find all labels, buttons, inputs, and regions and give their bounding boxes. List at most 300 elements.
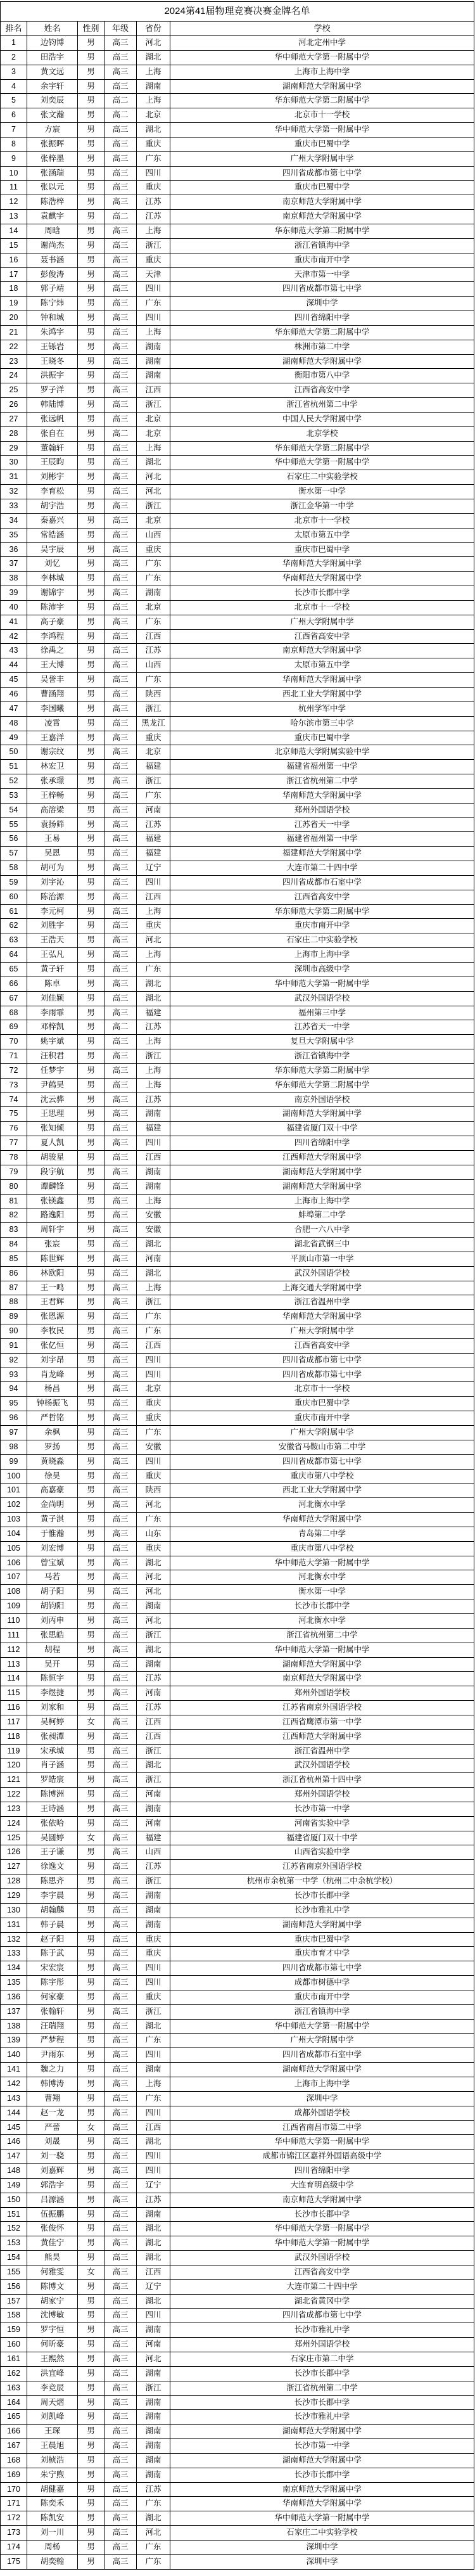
table-row (1, 630, 474, 644)
table-row (1, 586, 474, 601)
cell-school: 华东师范大学第二附属中学 (170, 94, 474, 108)
cell-gender: 男 (78, 658, 104, 673)
cell-province: 重庆 (137, 1542, 170, 1556)
cell-school: 北京市十一学校 (170, 514, 474, 529)
cell-name: 邓梓凯 (27, 1020, 78, 1035)
cell-rank: 146 (1, 2135, 27, 2150)
cell-name: 边钧博 (27, 36, 78, 51)
cell-grade: 高二 (104, 1020, 137, 1035)
table-row (1, 195, 474, 210)
cell-gender: 男 (78, 1745, 104, 1759)
cell-grade: 高三 (104, 2425, 137, 2439)
cell-school: 华南师范大学附属中学 (170, 1513, 474, 1527)
cell-school: 湖北省黄冈中学 (170, 2295, 474, 2309)
cell-gender: 男 (78, 1904, 104, 1918)
cell-gender: 男 (78, 1238, 104, 1252)
cell-province: 江苏 (137, 1701, 170, 1715)
cell-grade: 高三 (104, 2338, 137, 2352)
header-school: 学校 (170, 22, 474, 36)
cell-grade: 高二 (104, 210, 137, 224)
cell-rank: 147 (1, 2150, 27, 2164)
cell-gender: 男 (78, 108, 104, 123)
cell-province: 上海 (137, 1064, 170, 1079)
cell-name: 吴宇辰 (27, 543, 78, 558)
cell-gender: 男 (78, 2034, 104, 2048)
cell-rank: 49 (1, 731, 27, 746)
cell-rank: 156 (1, 2280, 27, 2295)
cell-name: 吴誉丰 (27, 673, 78, 688)
cell-school: 重庆市巴蜀中学 (170, 731, 474, 746)
cell-rank: 1 (1, 36, 27, 51)
cell-gender: 男 (78, 2135, 104, 2150)
cell-gender: 男 (78, 529, 104, 543)
cell-gender: 男 (78, 1136, 104, 1151)
cell-name: 王熙然 (27, 2352, 78, 2367)
cell-name: 王弘凡 (27, 948, 78, 963)
cell-name: 张宸 (27, 1238, 78, 1252)
cell-school: 长沙市长郡中学 (170, 2208, 474, 2222)
cell-rank: 122 (1, 1788, 27, 1802)
table-row (1, 2121, 474, 2136)
cell-province: 四川 (137, 2309, 170, 2323)
cell-school: 浙江省镇海中学 (170, 239, 474, 253)
table-row (1, 948, 474, 963)
cell-school: 长沙市雅礼中学 (170, 2410, 474, 2425)
cell-gender: 男 (78, 1542, 104, 1556)
cell-school: 华中师范大学第一附属中学 (170, 2222, 474, 2236)
cell-grade: 高三 (104, 1310, 137, 1324)
cell-province: 江西 (137, 2265, 170, 2280)
cell-rank: 128 (1, 1874, 27, 1889)
cell-name: 胡骏星 (27, 1151, 78, 1165)
cell-rank: 71 (1, 1049, 27, 1064)
cell-name: 胡宇浩 (27, 499, 78, 514)
cell-school: 河北衡水中学 (170, 1570, 474, 1585)
cell-school: 湖南师范大学附属中学 (170, 2425, 474, 2439)
cell-gender: 男 (78, 933, 104, 948)
table-row (1, 804, 474, 818)
cell-gender: 男 (78, 499, 104, 514)
cell-grade: 高三 (104, 702, 137, 717)
cell-province: 福建 (137, 847, 170, 861)
table-row (1, 890, 474, 905)
cell-name: 汪瑞翔 (27, 2020, 78, 2034)
cell-school: 华中师范大学第一附属中学 (170, 977, 474, 992)
cell-grade: 高三 (104, 601, 137, 615)
cell-gender: 男 (78, 2468, 104, 2483)
cell-rank: 175 (1, 2555, 27, 2570)
cell-name: 何昕豪 (27, 2338, 78, 2352)
cell-province: 福建 (137, 1831, 170, 1846)
cell-province: 广东 (137, 789, 170, 804)
cell-name: 金尚明 (27, 1498, 78, 1513)
cell-gender: 男 (78, 2439, 104, 2454)
cell-gender: 男 (78, 1570, 104, 1585)
cell-grade: 高三 (104, 529, 137, 543)
cell-school: 武汉外国语学校 (170, 2251, 474, 2265)
cell-gender: 男 (78, 1976, 104, 1990)
cell-rank: 160 (1, 2338, 27, 2352)
cell-school: 浙江省温州中学 (170, 1295, 474, 1310)
cell-province: 四川 (137, 876, 170, 890)
cell-province: 湖南 (137, 355, 170, 369)
table-row (1, 1745, 474, 1759)
cell-grade: 高三 (104, 1368, 137, 1383)
cell-school: 北京市十一学校 (170, 1382, 474, 1397)
cell-rank: 172 (1, 2511, 27, 2526)
cell-name: 王铄岩 (27, 340, 78, 355)
cell-gender: 男 (78, 1730, 104, 1745)
cell-province: 湖南 (137, 340, 170, 355)
cell-gender: 男 (78, 1845, 104, 1860)
cell-gender: 男 (78, 2410, 104, 2425)
cell-province: 湖北 (137, 1238, 170, 1252)
table-row (1, 1223, 474, 1238)
cell-rank: 96 (1, 1411, 27, 1426)
cell-school: 四川省成都市石室中学 (170, 2048, 474, 2063)
cell-rank: 166 (1, 2425, 27, 2439)
table-row (1, 36, 474, 51)
cell-gender: 男 (78, 1599, 104, 1614)
cell-rank: 13 (1, 210, 27, 224)
cell-name: 李育松 (27, 485, 78, 499)
table-row (1, 861, 474, 876)
cell-school: 长沙市第一中学 (170, 2439, 474, 2454)
table-row (1, 2251, 474, 2265)
cell-rank: 41 (1, 615, 27, 630)
table-row (1, 1658, 474, 1672)
table-row (1, 181, 474, 195)
cell-rank: 5 (1, 94, 27, 108)
cell-province: 广东 (137, 963, 170, 977)
cell-province: 湖南 (137, 1904, 170, 1918)
cell-school: 武汉外国语学校 (170, 1759, 474, 1773)
cell-school: 成都外国语学校 (170, 2106, 474, 2121)
cell-province: 四川 (137, 1455, 170, 1470)
cell-grade: 高三 (104, 1136, 137, 1151)
cell-school: 华中师范大学第一附属中学 (170, 1643, 474, 1658)
table-row (1, 239, 474, 253)
cell-gender: 男 (78, 1267, 104, 1281)
cell-gender: 男 (78, 1527, 104, 1542)
cell-province: 重庆 (137, 138, 170, 152)
cell-school: 浙江省杭州第二中学 (170, 1629, 474, 1643)
cell-name: 赵子阳 (27, 1933, 78, 1947)
cell-school: 南京师范大学附属中学 (170, 2193, 474, 2208)
cell-name: 刘忆 (27, 557, 78, 572)
table-row (1, 1368, 474, 1383)
cell-school: 四川省绵阳中学 (170, 2164, 474, 2179)
cell-grade: 高三 (104, 1440, 137, 1455)
cell-gender: 女 (78, 2121, 104, 2136)
table-row (1, 1498, 474, 1513)
cell-grade: 高三 (104, 1817, 137, 1831)
cell-grade: 高三 (104, 268, 137, 283)
table-row (1, 152, 474, 167)
cell-name: 王君辉 (27, 1295, 78, 1310)
cell-province: 湖北 (137, 2251, 170, 2265)
cell-gender: 男 (78, 2193, 104, 2208)
cell-grade: 高三 (104, 1483, 137, 1498)
cell-grade: 高三 (104, 586, 137, 601)
cell-name: 高溶梁 (27, 804, 78, 818)
cell-gender: 男 (78, 253, 104, 268)
cell-grade: 高三 (104, 977, 137, 992)
cell-grade: 高三 (104, 181, 137, 195)
cell-gender: 男 (78, 1614, 104, 1629)
cell-gender: 男 (78, 2236, 104, 2251)
cell-province: 重庆 (137, 1990, 170, 2005)
cell-school: 重庆市南开中学 (170, 253, 474, 268)
table-row (1, 108, 474, 123)
cell-grade: 高三 (104, 933, 137, 948)
cell-name: 王晨旭 (27, 2439, 78, 2454)
cell-school: 福建省福州第一中学 (170, 760, 474, 774)
table-row (1, 1165, 474, 1180)
cell-province: 四川 (137, 1976, 170, 1990)
cell-school: 衡阳市第八中学 (170, 369, 474, 383)
cell-gender: 男 (78, 1397, 104, 1411)
cell-grade: 高三 (104, 890, 137, 905)
cell-gender: 男 (78, 1874, 104, 1889)
cell-school: 福建师范大学附属中学 (170, 847, 474, 861)
table-row (1, 1339, 474, 1354)
cell-grade: 高三 (104, 644, 137, 658)
cell-name: 钟杨振飞 (27, 1397, 78, 1411)
cell-gender: 男 (78, 586, 104, 601)
cell-grade: 高三 (104, 2150, 137, 2164)
cell-province: 福建 (137, 1006, 170, 1021)
cell-name: 胡翰麟 (27, 1904, 78, 1918)
cell-name: 沈云骅 (27, 1093, 78, 1108)
cell-rank: 59 (1, 876, 27, 890)
table-row (1, 311, 474, 326)
cell-gender: 男 (78, 1339, 104, 1354)
cell-grade: 高三 (104, 1933, 137, 1947)
cell-grade: 高三 (104, 1006, 137, 1021)
cell-province: 河北 (137, 2352, 170, 2367)
table-row (1, 1267, 474, 1281)
cell-school: 西北工业大学附属中学 (170, 1483, 474, 1498)
table-row (1, 1397, 474, 1411)
cell-name: 董翰轩 (27, 442, 78, 456)
cell-gender: 男 (78, 919, 104, 933)
cell-gender: 男 (78, 847, 104, 861)
cell-school: 杭州市余杭第一中学（杭州二中余杭学校） (170, 1874, 474, 1889)
cell-rank: 20 (1, 311, 27, 326)
cell-province: 江苏 (137, 195, 170, 210)
cell-school: 浙江省镇海中学 (170, 2005, 474, 2020)
cell-school: 重庆市育才中学 (170, 1947, 474, 1961)
cell-rank: 38 (1, 572, 27, 586)
cell-grade: 高三 (104, 2396, 137, 2411)
table-title: 2024第41届物理竞赛决赛金牌名单 (1, 2, 474, 22)
cell-school: 四川省绵阳中学 (170, 311, 474, 326)
cell-name: 刘彬宇 (27, 470, 78, 485)
table-row (1, 2309, 474, 2323)
cell-province: 广东 (137, 2541, 170, 2555)
cell-rank: 86 (1, 1267, 27, 1281)
cell-grade: 高三 (104, 1324, 137, 1339)
cell-grade: 高三 (104, 1788, 137, 1802)
cell-rank: 118 (1, 1730, 27, 1745)
cell-gender: 男 (78, 1455, 104, 1470)
cell-gender: 男 (78, 1990, 104, 2005)
cell-province: 四川 (137, 2106, 170, 2121)
cell-gender: 男 (78, 65, 104, 80)
cell-school: 浙江省镇海中学 (170, 1049, 474, 1064)
cell-rank: 87 (1, 1281, 27, 1296)
cell-rank: 64 (1, 948, 27, 963)
cell-grade: 高三 (104, 311, 137, 326)
table-row (1, 94, 474, 108)
cell-grade: 高三 (104, 195, 137, 210)
cell-grade: 高三 (104, 2034, 137, 2048)
cell-gender: 男 (78, 1035, 104, 1049)
cell-grade: 高三 (104, 905, 137, 920)
cell-province: 广东 (137, 557, 170, 572)
cell-school: 华中师范大学第一附属中学 (170, 456, 474, 470)
cell-gender: 男 (78, 1079, 104, 1093)
cell-gender: 男 (78, 485, 104, 499)
cell-grade: 高三 (104, 1165, 137, 1180)
cell-rank: 134 (1, 1961, 27, 1976)
cell-school: 华中师范大学第一附属中学 (170, 2020, 474, 2034)
cell-rank: 101 (1, 1483, 27, 1498)
table-row (1, 1599, 474, 1614)
cell-school: 华东师范大学第二附属中学 (170, 1079, 474, 1093)
cell-school: 华中师范大学第一附属中学 (170, 1556, 474, 1571)
cell-province: 湖南 (137, 2454, 170, 2468)
table-row (1, 355, 474, 369)
cell-gender: 男 (78, 123, 104, 138)
cell-province: 河南 (137, 804, 170, 818)
cell-rank: 53 (1, 789, 27, 804)
table-row (1, 1527, 474, 1542)
cell-school: 江西师范大学附属中学 (170, 1151, 474, 1165)
cell-gender: 男 (78, 644, 104, 658)
table-row (1, 1238, 474, 1252)
cell-gender: 男 (78, 789, 104, 804)
cell-province: 湖北 (137, 2236, 170, 2251)
cell-school: 大连市第二十四中学 (170, 861, 474, 876)
table-row (1, 2454, 474, 2468)
cell-rank: 7 (1, 123, 27, 138)
cell-name: 黄子淇 (27, 1513, 78, 1527)
cell-rank: 165 (1, 2410, 27, 2425)
cell-name: 李牧民 (27, 1324, 78, 1339)
cell-school: 中国人民大学附属中学 (170, 413, 474, 427)
cell-gender: 男 (78, 2077, 104, 2092)
cell-rank: 32 (1, 485, 27, 499)
table-row (1, 1107, 474, 1122)
cell-grade: 高三 (104, 456, 137, 470)
cell-rank: 85 (1, 1252, 27, 1267)
cell-grade: 高二 (104, 94, 137, 108)
cell-gender: 男 (78, 876, 104, 890)
cell-name: 聂书涵 (27, 253, 78, 268)
cell-grade: 高三 (104, 2208, 137, 2222)
cell-gender: 男 (78, 1498, 104, 1513)
cell-name: 沈博敏 (27, 2309, 78, 2323)
cell-province: 江苏 (137, 210, 170, 224)
cell-rank: 145 (1, 2121, 27, 2136)
cell-name: 宋承城 (27, 1745, 78, 1759)
cell-rank: 140 (1, 2048, 27, 2063)
table-row (1, 2352, 474, 2367)
table-row (1, 977, 474, 992)
cell-gender: 男 (78, 673, 104, 688)
cell-grade: 高三 (104, 1195, 137, 1209)
cell-grade: 高三 (104, 1918, 137, 1933)
cell-grade: 高三 (104, 1470, 137, 1484)
cell-gender: 男 (78, 2511, 104, 2526)
table-row (1, 543, 474, 558)
cell-grade: 高三 (104, 832, 137, 847)
cell-grade: 高三 (104, 1889, 137, 1904)
cell-province: 湖南 (137, 586, 170, 601)
cell-province: 江西 (137, 890, 170, 905)
cell-province: 广东 (137, 673, 170, 688)
cell-name: 常皓涵 (27, 529, 78, 543)
cell-gender: 男 (78, 2309, 104, 2323)
table-row (1, 2483, 474, 2497)
cell-grade: 高三 (104, 2468, 137, 2483)
table-row (1, 1324, 474, 1339)
cell-gender: 男 (78, 832, 104, 847)
cell-gender: 男 (78, 326, 104, 340)
cell-name: 彭俊涛 (27, 268, 78, 283)
cell-grade: 高三 (104, 2236, 137, 2251)
table-row (1, 1542, 474, 1556)
cell-grade: 高三 (104, 1107, 137, 1122)
cell-gender: 男 (78, 2425, 104, 2439)
cell-school: 华南师范大学附属中学 (170, 673, 474, 688)
cell-rank: 143 (1, 2092, 27, 2106)
cell-grade: 高三 (104, 673, 137, 688)
cell-school: 湖南师范大学附属中学 (170, 2063, 474, 2077)
cell-school: 合肥一六八中学 (170, 1223, 474, 1238)
cell-gender: 男 (78, 2381, 104, 2396)
cell-gender: 女 (78, 2265, 104, 2280)
cell-province: 福建 (137, 832, 170, 847)
cell-grade: 高三 (104, 1976, 137, 1990)
cell-grade: 高二 (104, 427, 137, 442)
cell-rank: 27 (1, 413, 27, 427)
cell-rank: 37 (1, 557, 27, 572)
cell-name: 陈浩梓 (27, 195, 78, 210)
table-row (1, 818, 474, 833)
table-row (1, 1933, 474, 1947)
cell-province: 浙江 (137, 1629, 170, 1643)
cell-school: 安徽省马鞍山市第二中学 (170, 1440, 474, 1455)
cell-grade: 高三 (104, 2164, 137, 2179)
cell-name: 陈凯安 (27, 2511, 78, 2526)
table-row (1, 1020, 474, 1035)
cell-grade: 高三 (104, 731, 137, 746)
table-row (1, 1180, 474, 1195)
cell-name: 高嘉豪 (27, 1483, 78, 1498)
cell-province: 广东 (137, 615, 170, 630)
cell-gender: 男 (78, 615, 104, 630)
cell-province: 天津 (137, 268, 170, 283)
cell-school: 重庆市第八中学校 (170, 1470, 474, 1484)
cell-grade: 高三 (104, 1223, 137, 1238)
table-row (1, 253, 474, 268)
cell-rank: 35 (1, 529, 27, 543)
cell-name: 李林城 (27, 572, 78, 586)
cell-name: 陈思齐 (27, 1874, 78, 1889)
